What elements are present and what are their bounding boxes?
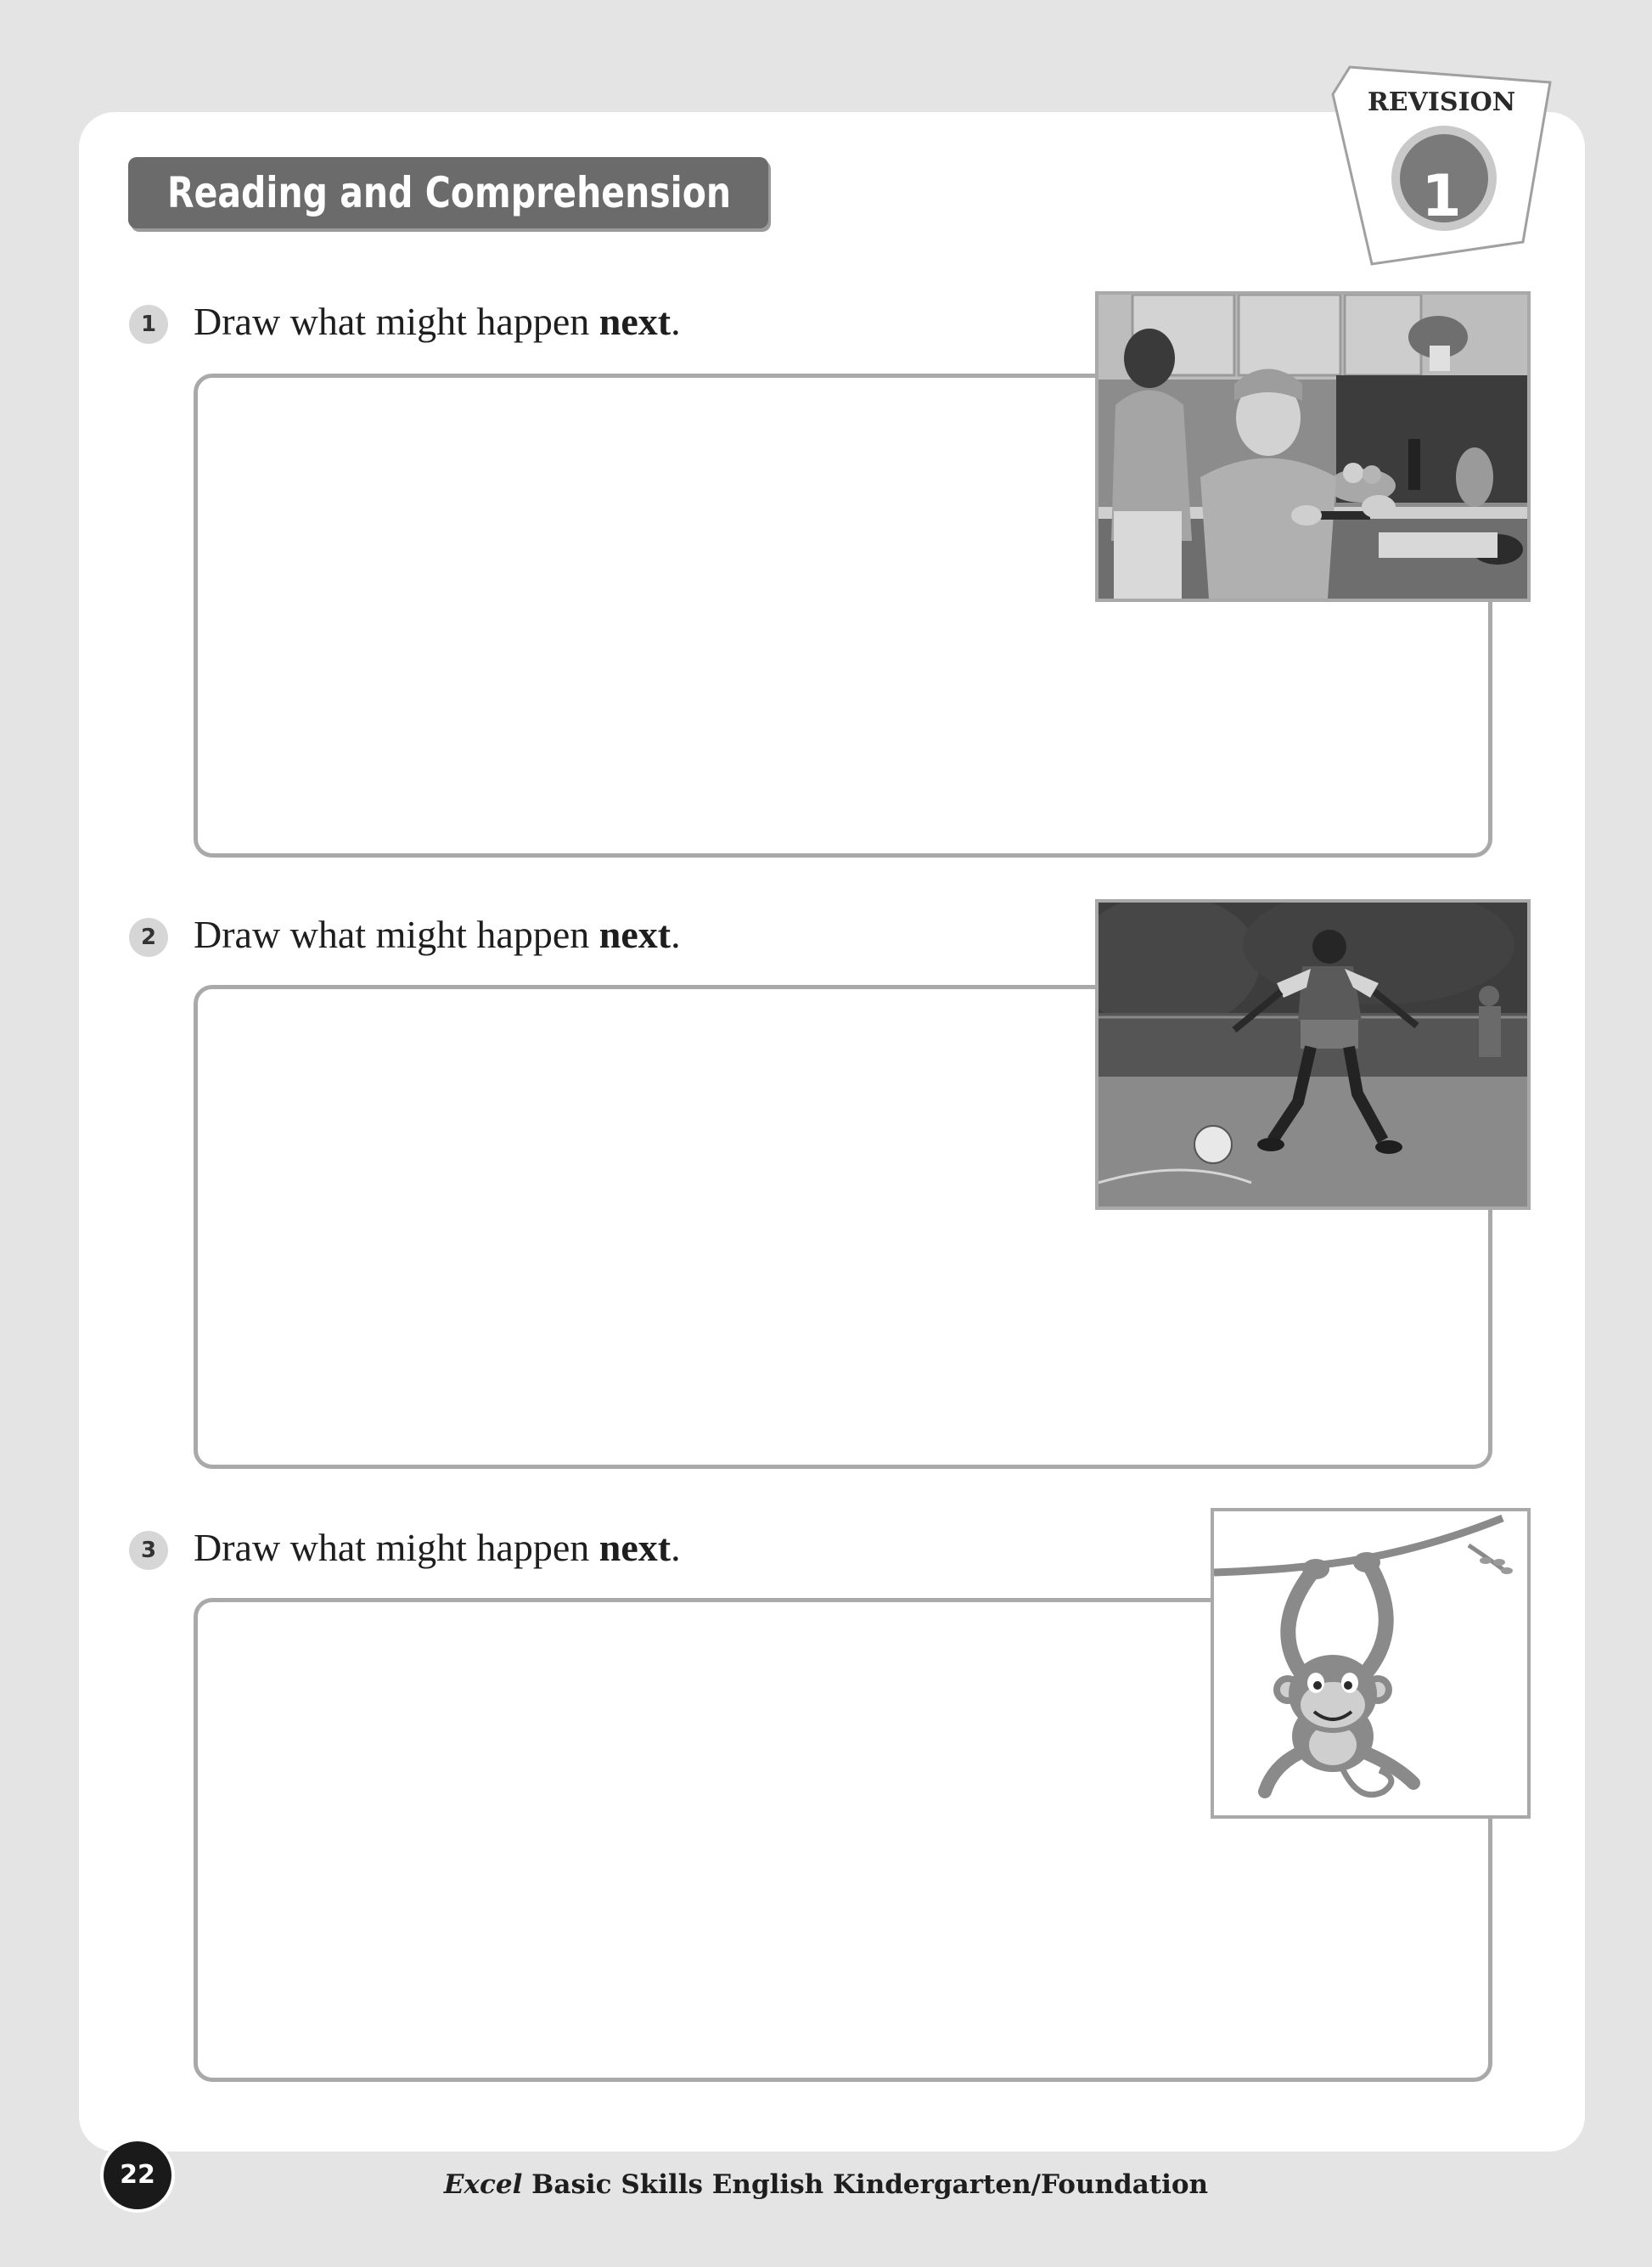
question-2-text-end: . xyxy=(671,913,681,956)
section-banner xyxy=(128,157,768,228)
question-2-text-bold: next xyxy=(598,913,671,956)
question-3-badge: 3 xyxy=(129,1531,168,1570)
section-title: Reading and Comprehension xyxy=(167,168,732,217)
question-1-text-end: . xyxy=(671,300,681,343)
revision-label: REVISION xyxy=(1367,87,1516,117)
question-1-text-bold: next xyxy=(598,300,671,343)
question-3-picture-monkey xyxy=(1211,1508,1531,1819)
question-3-text-bold: next xyxy=(598,1526,671,1569)
question-1-badge: 1 xyxy=(129,305,168,344)
footer-book-title: Basic Skills English Kindergarten/Foundation xyxy=(522,2169,1209,2200)
kitchen-cooking-photo xyxy=(1099,295,1527,599)
footer-brand: Excel xyxy=(443,2169,523,2200)
question-1-picture-kitchen xyxy=(1095,291,1531,602)
question-1-text xyxy=(194,299,681,344)
page-number: 22 xyxy=(104,2141,171,2209)
question-3-text xyxy=(194,1525,681,1570)
revision-tab xyxy=(1331,64,1552,267)
question-1-text-start: Draw what might happen xyxy=(194,300,599,343)
question-3-text-start: Draw what might happen xyxy=(194,1526,599,1569)
footer-title xyxy=(0,2169,1652,2200)
question-3-text-end: . xyxy=(671,1526,681,1569)
soccer-kick-photo xyxy=(1099,903,1527,1207)
question-2-picture-soccer xyxy=(1095,899,1531,1210)
revision-number: 1 xyxy=(1421,163,1462,230)
question-2-text xyxy=(194,912,681,957)
question-2-badge: 2 xyxy=(129,918,168,957)
hanging-monkey-illustration xyxy=(1214,1511,1527,1815)
question-2-text-start: Draw what might happen xyxy=(194,913,599,956)
